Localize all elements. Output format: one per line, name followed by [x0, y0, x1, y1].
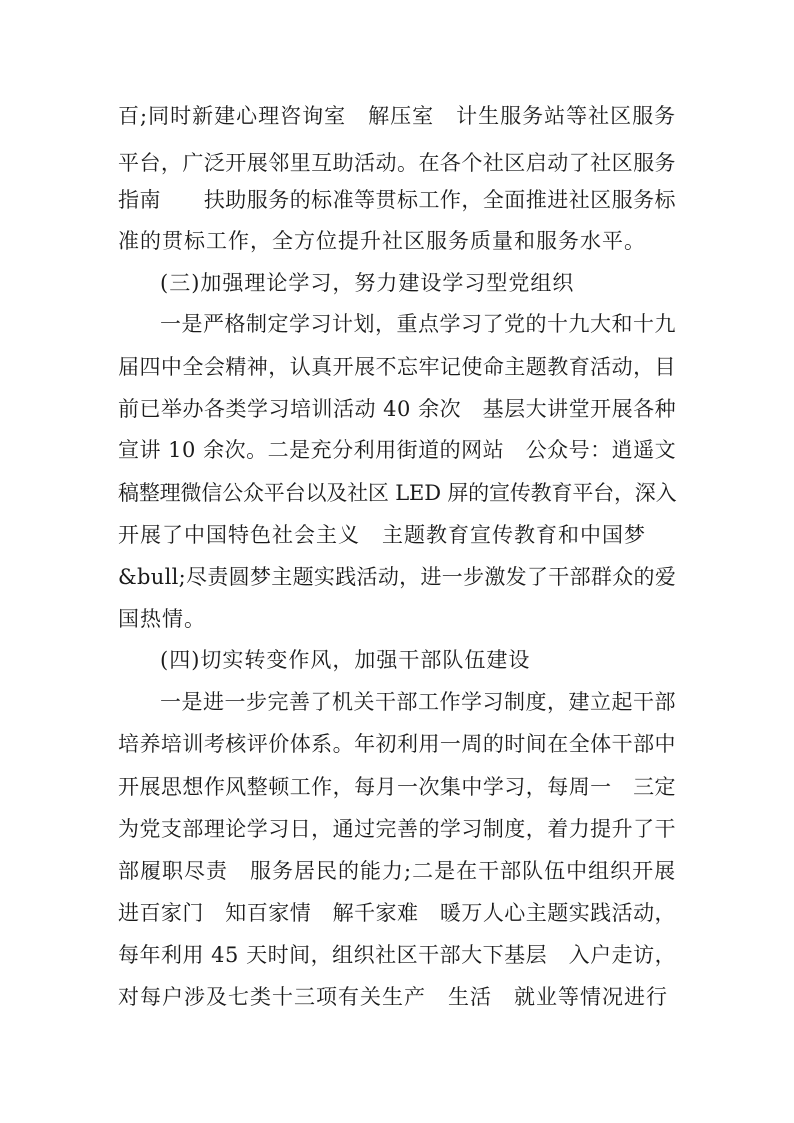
text-line: 对每户涉及七类十三项有关生产 生活 就业等情况进行 — [118, 985, 668, 1009]
text-line: 国热情。 — [118, 607, 206, 631]
section-heading: (三)加强理论学习，努力建设学习型党组织 — [160, 271, 575, 295]
text-line: 百;同时新建心理咨询室 解压室 计生服务站等社区服务 — [118, 104, 677, 128]
section-heading: (四)切实转变作风，加强干部队伍建设 — [160, 648, 531, 672]
text-line: 部履职尽责 服务居民的能力;二是在干部队伍中组织开展 — [118, 859, 677, 883]
text-line: 为党支部理论学习日，通过完善的学习制度，着力提升了干 — [118, 817, 676, 841]
text-line: 培养培训考核评价体系。年初利用一周的时间在全体干部中 — [118, 732, 676, 756]
text-line: 宣讲 10 余次。二是充分利用街道的网站 公众号：逍遥文 — [118, 438, 677, 462]
text-line: 届四中全会精神，认真开展不忘牢记使命主题教育活动，目 — [118, 355, 676, 379]
text-line: 进百家门 知百家情 解千家难 暖万人心主题实践活动， — [118, 901, 676, 925]
text-line: 指南 扶助服务的标准等贯标工作，全面推进社区服务标 — [118, 188, 676, 212]
text-line: 准的贯标工作，全方位提升社区服务质量和服务水平。 — [118, 229, 646, 253]
text-line: 开展了中国特色社会主义 主题教育宣传教育和中国梦 — [118, 523, 646, 547]
text-line: &bull;尽责圆梦主题实践活动，进一步激发了干部群众的爱 — [118, 565, 677, 589]
text-line: 一是严格制定学习计划，重点学习了党的十九大和十九 — [160, 312, 676, 336]
text-line: 一是进一步完善了机关干部工作学习制度，建立起干部 — [160, 690, 676, 714]
text-line: 前已举办各类学习培训活动 40 余次 基层大讲堂开展各种 — [118, 397, 677, 421]
text-line: 开展思想作风整顿工作，每月一次集中学习，每周一 三定 — [118, 775, 676, 799]
text-line: 稿整理微信公众平台以及社区 LED 屏的宣传教育平台，深入 — [118, 481, 677, 505]
text-line: 平台，广泛开展邻里互助活动。在各个社区启动了社区服务 — [118, 151, 676, 175]
text-line: 每年利用 45 天时间，组织社区干部大下基层 入户走访， — [118, 943, 677, 967]
